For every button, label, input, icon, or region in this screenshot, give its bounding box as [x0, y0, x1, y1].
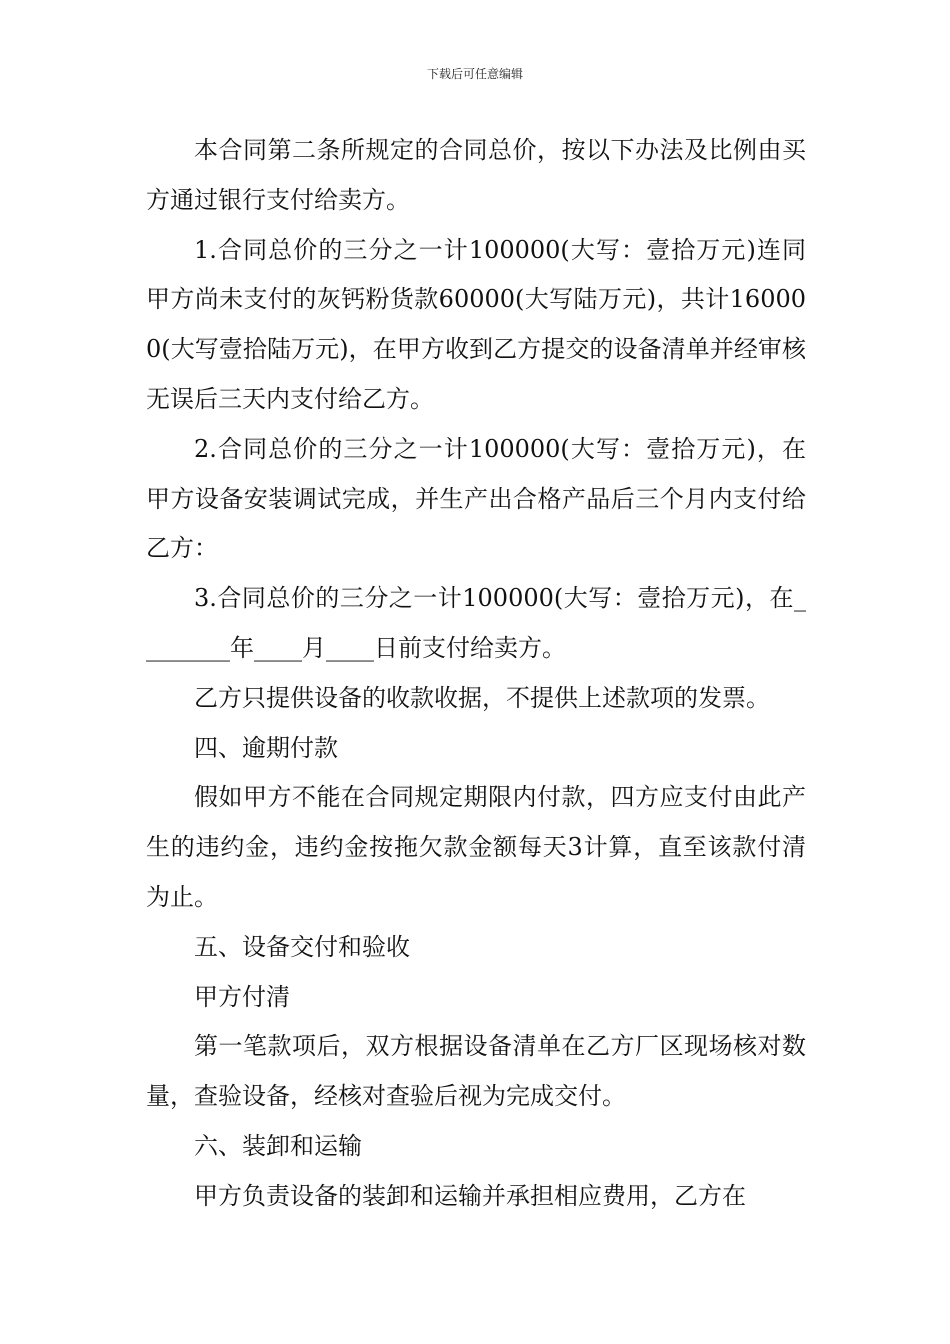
section-heading-transport: 六、装卸和运输 [194, 1131, 362, 1160]
page-header: 下载后可任意编辑 [426, 67, 523, 81]
paragraph-receipt-note: 乙方只提供设备的收款收据，不提供上述款项的发票。 [194, 683, 770, 712]
paragraph-late-payment: 假如甲方不能在合同规定期限内付款，四方应支付由此产生的违约金，违约金按拖欠款金额每天3计算，直至该款付清为止。 [146, 783, 806, 911]
paragraph-payment-item-3: 3.合同总价的三分之一计100000(大写：壹拾万元)，在________年____月____日前支付给卖方。 [146, 584, 806, 662]
paragraph-payment-item-2: 2.合同总价的三分之一计100000(大写：壹拾万元)，在甲方设备安装调试完成，并生产出合格产品后三个月内支付给乙方： [146, 434, 806, 563]
paragraph-delivery-intro: 甲方付清 [194, 982, 290, 1011]
section-heading-late-payment: 四、逾期付款 [194, 733, 338, 762]
paragraph-payment-intro: 本合同第二条所规定的合同总价，按以下办法及比例由买方通过银行支付给卖方。 [146, 136, 806, 214]
paragraph-transport: 甲方负责设备的装卸和运输并承担相应费用，乙方在 [194, 1181, 746, 1210]
paragraph-payment-item-1: 1.合同总价的三分之一计100000(大写：壹拾万元)连同甲方尚未支付的灰钙粉货款60000(大写陆万元)，共计160000(大写壹拾陆万元)，在甲方收到乙方提交的设备清单并经审核无误后三天内支付给乙方。 [146, 235, 806, 413]
paragraph-delivery-detail: 第一笔款项后，双方根据设备清单在乙方厂区现场核对数量，查验设备，经核对查验后视为完成交付。 [146, 1032, 806, 1111]
document-body [146, 126, 806, 1222]
section-heading-delivery: 五、设备交付和验收 [194, 932, 410, 961]
